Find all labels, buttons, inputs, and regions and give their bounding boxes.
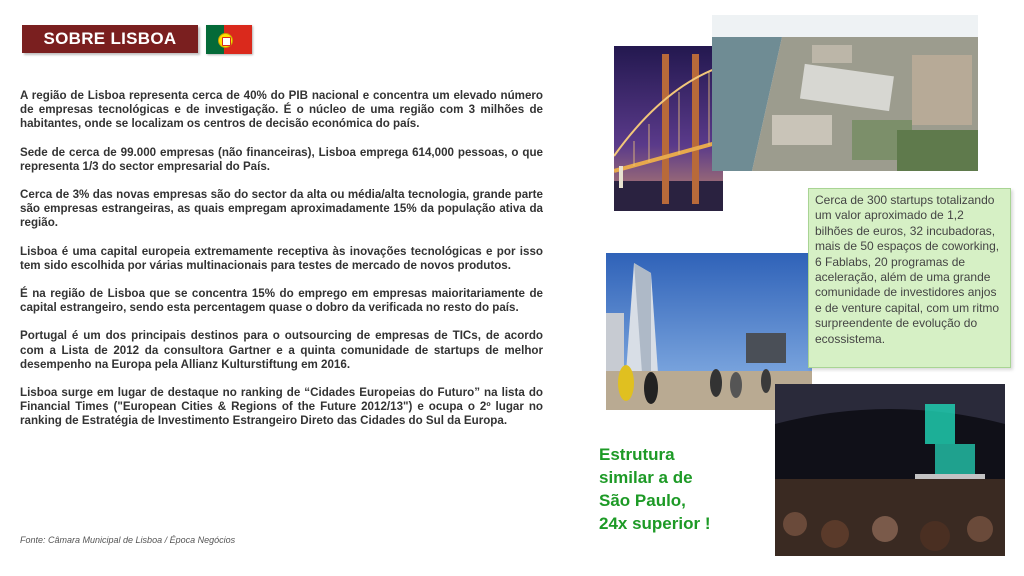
highlight-line-3: São Paulo, [599,491,686,510]
paragraph-companies: Sede de cerca de 99.000 empresas (não financeiras), Lisboa emprega 614,000 pessoas, o que representa 1/3 do sector empresarial do País. [20,145,543,173]
conference-photo [775,384,1005,556]
highlight-line-4: 24x superior ! [599,514,711,533]
highlight-line-1: Estrutura [599,445,675,464]
source-note: Fonte: Câmara Municipal de Lisboa / Época Negócios [20,535,236,545]
page-title-text: SOBRE LISBOA [43,29,177,48]
paragraph-ranking: Lisboa surge em lugar de destaque no ranking de “Cidades Europeias do Futuro” na lista do Financial Times ("European Cities & Regions of the Future 2012/13") e ocupa o 2º lugar no ranking de Estratégia de Investimento Estrangeiro Direto das Cidades do Sul da Europa. [20,386,543,428]
highlight-line-2: similar a de [599,468,693,487]
startup-info-box [808,188,1011,368]
paragraph-outsourcing: Portugal é um dos principais destinos para o outsourcing de empresas de TICs, de acordo com a Lista de 2012 da consultora Gartner e a quinta comunidade de startups de melhor desempenho na Europa pela Allianz Kulturstiftung em 2016. [20,329,543,371]
main-text [20,89,543,443]
paragraph-foreign-capital: É na região de Lisboa que se concentra 15% do emprego em empresas maioritariamente de capital estrangeiro, sendo esta percentagem quase o dobro da verificada no resto do país. [20,287,543,315]
highlight-text [599,443,749,535]
aerial-city-photo [712,15,978,171]
paragraph-tech-sector: Cerca de 3% das novas empresas são do sector da alta ou média/alta tecnologia, grande parte são empresas estrangeiras, as quais empregam aproximadamente 15% da população ativa da região. [20,188,543,230]
paragraph-gdp: A região de Lisboa representa cerca de 40% do PIB nacional e concentra um elevado número de empresas tecnológicas e de investigação. É o núcleo de uma região com 3 milhões de habitantes, onde se localizam os centros de decisão económica do país. [20,89,543,131]
bridge-photo [614,46,723,211]
startup-info-text: Cerca de 300 startups totalizando um valor aproximado de 1,2 bilhões de euros, 32 incubadoras, mais de 50 espaços de coworking, 6 Fablabs, 20 programas de aceleração, além de uma grande comunidade de investidores anjos e de venture capital, com um ritmo surpreendente de evolução do ecossistema. [815,193,1000,346]
paragraph-innovation: Lisboa é uma capital europeia extremamente receptiva às inovações tecnológicas e por isso tem sido escolhida por várias multinacionais para testes de mercado de novos produtos. [20,244,543,272]
page-title [22,25,198,53]
portugal-flag-icon [206,25,252,54]
